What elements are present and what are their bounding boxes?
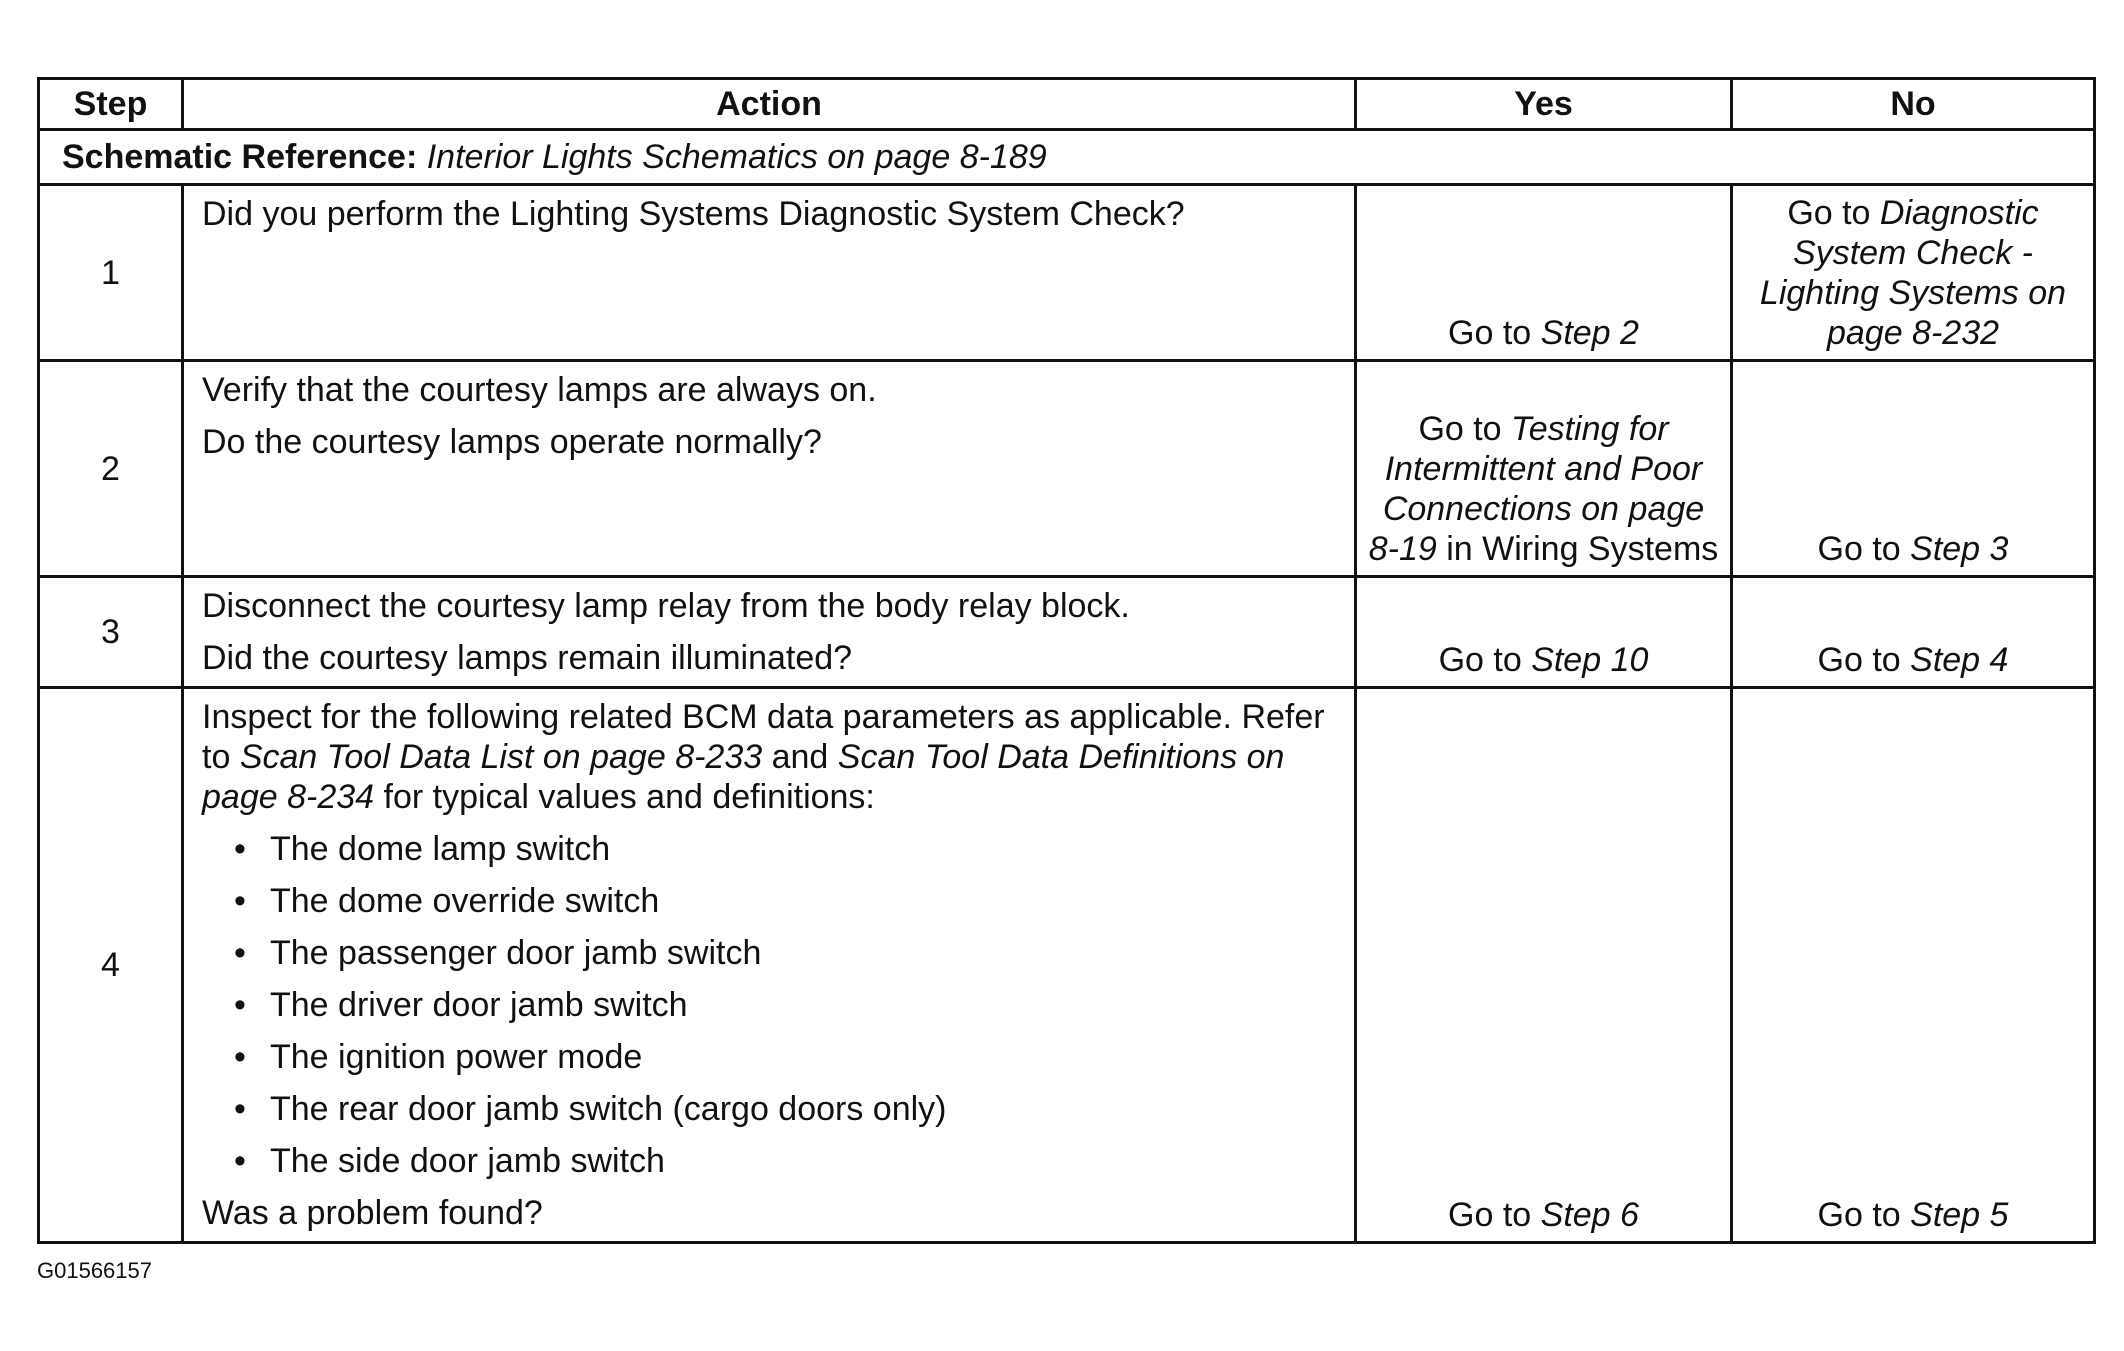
figure-id: G01566157 <box>37 1258 152 1283</box>
schematic-reference-cell <box>39 130 2095 185</box>
action-intro-join: and <box>762 738 838 776</box>
yes-prefix: Go to <box>1438 641 1532 679</box>
yes-prefix: Go to <box>1418 410 1512 448</box>
header-action: Action <box>183 79 1356 130</box>
yes-cell <box>1356 688 1732 1243</box>
yes-cell <box>1356 361 1732 577</box>
list-item: • The rear door jamb switch (cargo doors only) <box>252 1089 1336 1129</box>
yes-cell <box>1356 185 1732 361</box>
action-question: Was a problem found? <box>202 1194 543 1232</box>
no-link[interactable]: Step 5 <box>1910 1196 2009 1234</box>
action-intro: Inspect for the following related BCM data parameters as applicable. Refer to <box>202 698 1325 776</box>
action-cell <box>183 185 1356 361</box>
action-intro-end: for typical values and definitions: <box>374 778 875 816</box>
no-prefix: Go to <box>1817 530 1911 568</box>
no-prefix: Go to <box>1787 194 1880 232</box>
action-question: Do the courtesy lamps operate normally? <box>202 423 822 461</box>
step-number: 3 <box>39 577 183 688</box>
step-number: 2 <box>39 361 183 577</box>
list-item: • The passenger door jamb switch <box>252 933 1336 973</box>
no-link[interactable]: Diagnostic System Check - Lighting Systems on page 8-232 <box>1759 194 2067 352</box>
header-no: No <box>1732 79 2095 130</box>
no-cell <box>1732 361 2095 577</box>
yes-link[interactable]: Testing for Intermittent and Poor Connections on page 8-19 <box>1368 410 1705 568</box>
no-link[interactable]: Step 3 <box>1910 530 2009 568</box>
no-link[interactable]: Step 4 <box>1910 641 2009 679</box>
step-number: 1 <box>39 185 183 361</box>
yes-link[interactable]: Step 6 <box>1540 1196 1639 1234</box>
schematic-reference-link[interactable]: Interior Lights Schematics on page 8-189 <box>426 138 1047 176</box>
action-text: Verify that the courtesy lamps are always on. <box>202 371 877 409</box>
no-cell <box>1732 577 2095 688</box>
action-text: Disconnect the courtesy lamp relay from the body relay block. <box>202 587 1130 625</box>
action-text <box>202 697 1336 817</box>
parameter-list <box>202 829 1336 1181</box>
no-prefix: Go to <box>1817 1196 1911 1234</box>
table-row <box>39 577 2095 688</box>
step-number: 4 <box>39 688 183 1243</box>
schematic-reference-label: Schematic Reference: <box>62 138 418 176</box>
list-item: • The side door jamb switch <box>252 1141 1336 1181</box>
header-yes: Yes <box>1356 79 1732 130</box>
no-prefix: Go to <box>1817 641 1911 679</box>
schematic-reference-row <box>39 130 2095 185</box>
action-question: Did the courtesy lamps remain illuminated? <box>202 639 853 677</box>
action-text: Did you perform the Lighting Systems Diagnostic System Check? <box>202 195 1185 233</box>
action-link[interactable]: Scan Tool Data List on page 8-233 <box>239 738 763 776</box>
action-cell <box>183 688 1356 1243</box>
header-step: Step <box>39 79 183 130</box>
list-item: • The ignition power mode <box>252 1037 1336 1077</box>
diagnostic-table <box>37 77 2096 1244</box>
list-item: • The dome override switch <box>252 881 1336 921</box>
header-row <box>39 79 2095 130</box>
yes-link[interactable]: Step 10 <box>1531 641 1649 679</box>
action-cell <box>183 577 1356 688</box>
table-row <box>39 361 2095 577</box>
yes-prefix: Go to <box>1448 1196 1541 1234</box>
table-row <box>39 185 2095 361</box>
action-link[interactable]: Scan Tool Data Definitions on page 8-234 <box>202 738 1285 816</box>
list-item: • The dome lamp switch <box>252 829 1336 869</box>
yes-suffix: in Wiring Systems <box>1436 530 1719 568</box>
list-item: • The driver door jamb switch <box>252 985 1336 1025</box>
action-cell <box>183 361 1356 577</box>
no-cell <box>1732 688 2095 1243</box>
yes-cell <box>1356 577 1732 688</box>
no-cell <box>1732 185 2095 361</box>
table-row <box>39 688 2095 1243</box>
yes-link[interactable]: Step 2 <box>1540 314 1639 352</box>
yes-prefix: Go to <box>1448 314 1541 352</box>
